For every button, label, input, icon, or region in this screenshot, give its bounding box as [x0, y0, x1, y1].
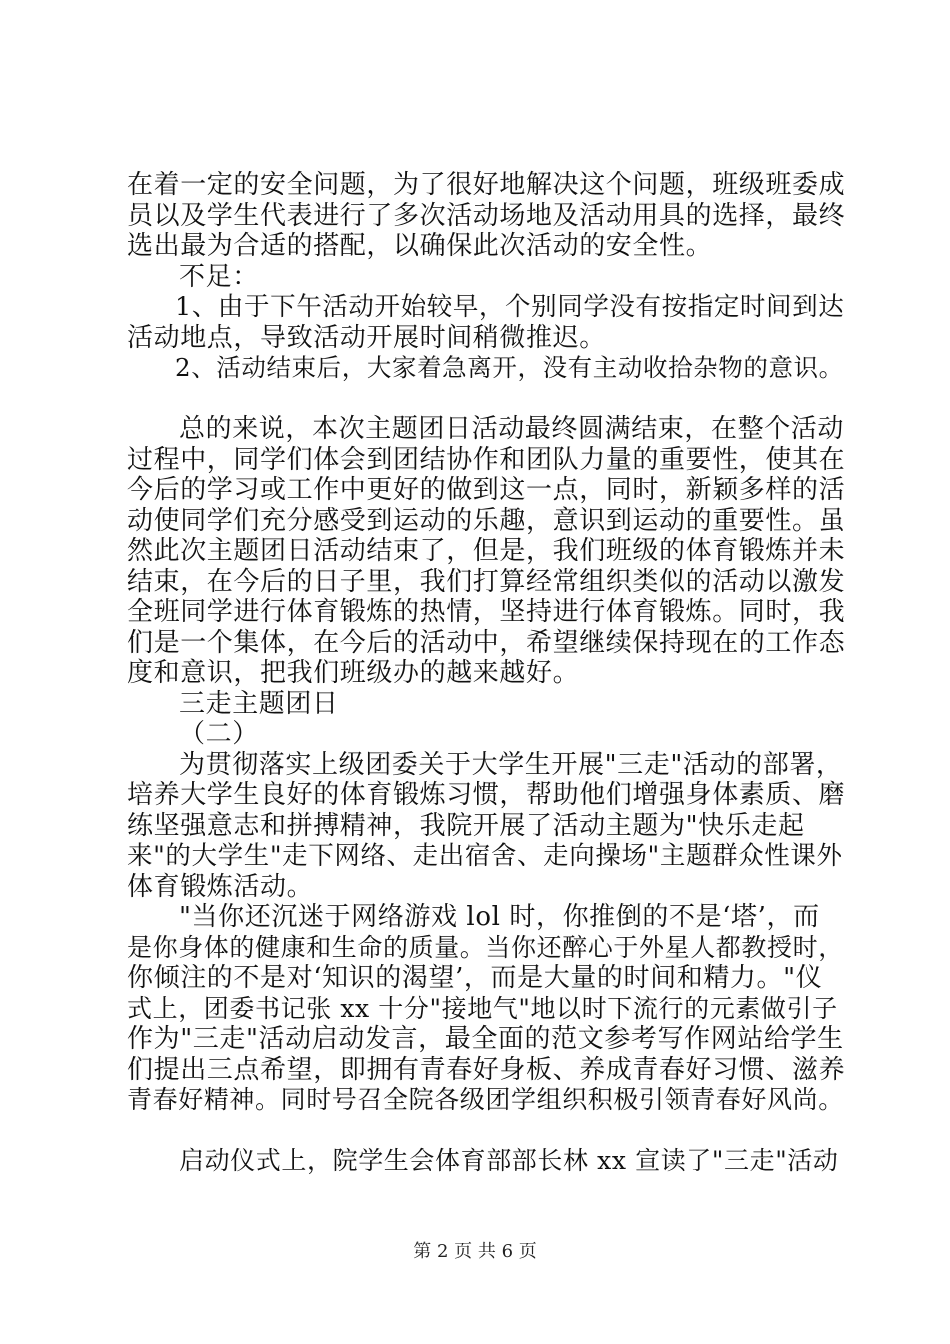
text-line: 们提出三点希望，即拥有青春好身板、养成青春好习惯、滋养 [127, 1054, 846, 1085]
text-line: 作为"三走"活动启动发言，最全面的范文参考写作网站给学生 [127, 1024, 844, 1054]
text-line: 练坚强意志和拼搏精神，我院开展了活动主题为"快乐走起 [127, 810, 805, 841]
paragraph-start: 为贯彻落实上级团委关于大学生开展"三走"活动的部署， [179, 749, 843, 780]
text-line: 在着一定的安全问题，为了很好地解决这个问题，班级班委成 [127, 170, 846, 200]
section-subtitle: （二） [179, 719, 259, 749]
text-line: 员以及学生代表进行了多次活动场地及活动用具的选择，最终 [127, 200, 846, 231]
text-line: 然此次主题团日活动结束了，但是，我们班级的体育锻炼并未 [127, 536, 846, 566]
list-item: 2、活动结束后，大家着急离开，没有主动收拾杂物的意识。 [175, 353, 844, 382]
section-heading-shortcomings: 不足： [179, 261, 259, 292]
text-line: 动使同学们充分感受到运动的乐趣，意识到运动的重要性。虽 [127, 505, 846, 536]
text-line: 培养大学生良好的体育锻炼习惯，帮助他们增强身体素质、磨 [127, 780, 846, 810]
document-body [127, 170, 847, 1177]
paragraph-gap [127, 1116, 847, 1147]
page-number-footer: 第 2 页 共 6 页 [413, 1241, 537, 1262]
text-line: 过程中，同学们体会到团结协作和团队力量的重要性，使其在 [127, 444, 846, 475]
text-line: 你倾注的不是对‘知识的渴望’，而是大量的时间和精力。"仪 [127, 963, 823, 993]
text-line: 度和意识，把我们班级办的越来越好。 [127, 658, 580, 688]
paragraph-gap [127, 384, 847, 415]
text-line: 选出最为合适的搭配，以确保此次活动的安全性。 [127, 231, 713, 261]
paragraph-start: 总的来说，本次主题团日活动最终圆满结束，在整个活动 [179, 414, 845, 444]
text-line: 青春好精神。同时号召全院各级团学组织积极引领青春好风尚。 [127, 1085, 844, 1114]
text-line: 全班同学进行体育锻炼的热情，坚持进行体育锻炼。同时，我 [127, 597, 846, 627]
section-title: 三走主题团日 [179, 688, 339, 719]
paragraph-start: 启动仪式上，院学生会体育部部长林 xx 宣读了"三走"活动 [179, 1146, 839, 1175]
text-line: 们是一个集体，在今后的活动中，希望继续保持现在的工作态 [127, 627, 846, 658]
text-line: 式上，团委书记张 xx 十分"接地气"地以时下流行的元素做引子 [127, 993, 838, 1023]
paragraph-start: "当你还沉迷于网络游戏 lol 时，你推倒的不是‘塔’，而 [179, 902, 820, 932]
text-line: 体育锻炼活动。 [127, 871, 314, 902]
text-line: 是你身体的健康和生命的质量。当你还醉心于外星人都教授时， [127, 932, 844, 962]
text-line: 活动地点，导致活动开展时间稍微推迟。 [127, 322, 606, 353]
text-line: 结束，在今后的日子里，我们打算经常组织类似的活动以激发 [127, 566, 846, 597]
list-item: 1、由于下午活动开始较早，个别同学没有按指定时间到达 [175, 292, 845, 322]
text-line: 来"的大学生"走下网络、走出宿舍、走向操场"主题群众性课外 [127, 841, 843, 871]
text-line: 今后的学习或工作中更好的做到这一点，同时，新颖多样的活 [127, 475, 846, 505]
